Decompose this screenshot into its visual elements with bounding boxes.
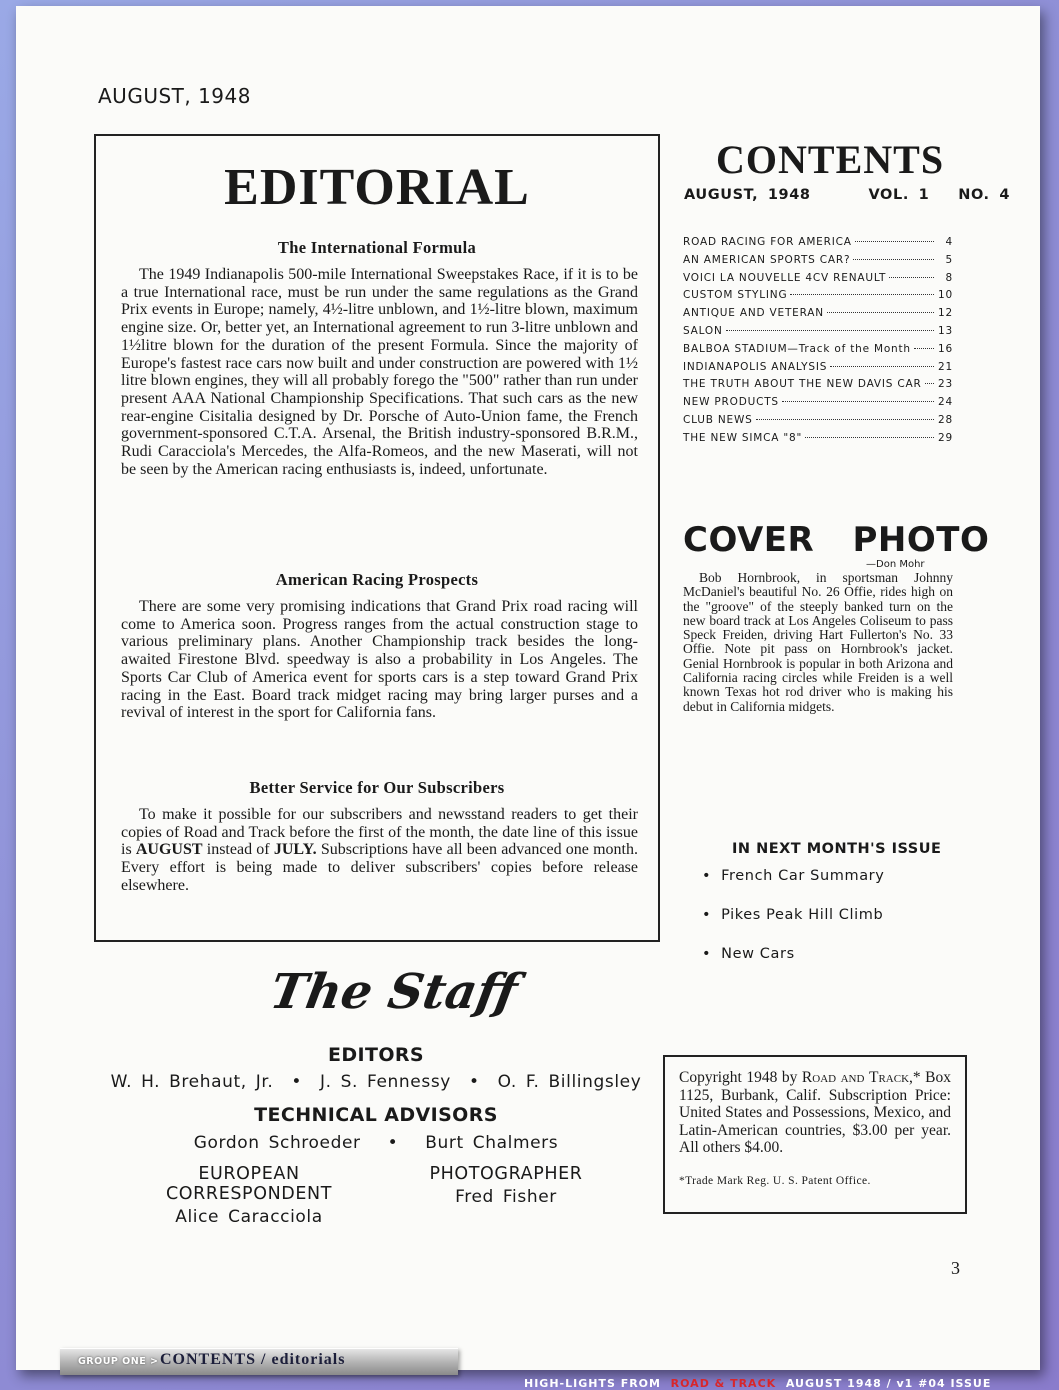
toc-item-page: 16 xyxy=(938,342,953,355)
toc-item-page: 24 xyxy=(938,396,953,409)
technical-advisors-label: TECHNICAL ADVISORS xyxy=(254,1104,498,1126)
photographer-name: Fred Fisher xyxy=(455,1187,557,1207)
toc-item xyxy=(683,432,953,450)
editors-label: EDITORS xyxy=(327,1044,425,1066)
copyright-text: Copyright 1948 by Road and Track,* Box 1125, Burbank, Calif. Subscription Price: United States and Possessions, Mexico, and Latin-American countries, $3.00 per year. All others $4.00. xyxy=(679,1069,951,1156)
toc-item xyxy=(683,361,953,379)
editorial-paragraph-formula: The 1949 Indianapolis 500-mile International Sweepstakes Race, if it is to be a true International race, must be run under the same regulations as the Grand Prix events in Europe; namely, 4½-litre unblown, and 1½-litre blown, maximum engine size. Or, better yet, an International agreement to run 3-litre unblown and 1½litre blown for the duration of the present Formula. Since the majority of Europe's fastest race cars now built and under construction are powered with 1½ litre blown engines, they will all probably forego the "500" rather than run under present AAA National Championship Specifications. That such cars as the new rear-engine Cisitalia designed by Dr. Porsche of Auto-Union fame, the French government-sponsored C.T.A. Arsenal, the British industry-sponsored B.R.M., Rudi Caracciola's Mercedes, the Alfa-Romeos, and the new Maserati, will not be seen by the American racing enthusiasts is, indeed, unfortunate. xyxy=(121,266,638,478)
toc-item-label: ROAD RACING FOR AMERICA xyxy=(683,236,852,248)
toc-item xyxy=(683,307,953,325)
toc-item-page: 10 xyxy=(938,289,953,302)
toc-item-label: ANTIQUE AND VETERAN xyxy=(683,307,824,320)
toc-item xyxy=(683,343,953,361)
toc-item-label: THE TRUTH ABOUT THE NEW DAVIS CAR xyxy=(683,378,922,391)
contents-title: CONTENTS xyxy=(716,137,945,182)
cover-photo-credit: —Don Mohr xyxy=(866,559,925,570)
toc-item-label: VOICI LA NOUVELLE 4CV RENAULT xyxy=(683,271,887,284)
next-issue-item: • French Car Summary xyxy=(702,868,884,907)
toc-leader-dots xyxy=(805,437,934,438)
toc-leader-dots xyxy=(756,419,934,420)
footer-section-label: CONTENTS / editorials xyxy=(160,1351,346,1368)
toc-leader-dots xyxy=(790,294,934,295)
editorial-box xyxy=(94,134,660,942)
toc-leader-dots xyxy=(914,348,934,349)
toc-item xyxy=(683,396,953,414)
footer-issue-line: HIGH-LIGHTS FROM ROAD & TRACK AUGUST 1948 / v1 #04 ISSUE xyxy=(524,1377,992,1390)
correspondent-name: Alice Caracciola xyxy=(175,1207,323,1227)
table-of-contents xyxy=(683,236,953,450)
page-number: 3 xyxy=(951,1258,960,1278)
next-issue-list xyxy=(702,868,884,984)
toc-item-page: 5 xyxy=(945,253,953,266)
toc-item-page: 28 xyxy=(938,413,953,426)
contents-issue-line: AUGUST, 1948 VOL. 1 NO. 4 xyxy=(684,187,1011,203)
toc-item-label: BALBOA STADIUM—Track of the Month xyxy=(683,342,911,355)
toc-item-label: THE NEW SIMCA "8" xyxy=(683,431,803,444)
correspondent-label: EUROPEAN CORRESPONDENT xyxy=(165,1164,332,1204)
editorial-heading-prospects: American Racing Prospects xyxy=(275,570,479,589)
toc-item-page: 29 xyxy=(938,431,953,444)
toc-item-page: 23 xyxy=(938,378,953,391)
editors-names: W. H. Brehaut, Jr. • J. S. Fennessy • O. F. Billingsley xyxy=(110,1072,642,1092)
cover-photo-caption: Bob Hornbrook, in sportsman Johnny McDaniel's beautiful No. 26 Offie, rides high on the "groove" of the steeply banked turn on the new board track at Los Angeles Coliseum to pass Speck Freiden, driving Hart Fullerton's No. 33 Offie. Note pit pass on Hornbrook's jacket. Genial Hornbrook is popular in both Arizona and California racing circles while Freiden is a well known Texas hot rod driver who is making his debut in California midgets. xyxy=(683,570,953,714)
toc-item-label: AN AMERICAN SPORTS CAR? xyxy=(683,253,851,266)
photographer-block xyxy=(416,1164,596,1207)
toc-item-label: NEW PRODUCTS xyxy=(683,396,779,409)
footer-group-label: GROUP ONE > xyxy=(78,1356,159,1367)
copyright-box xyxy=(663,1055,967,1214)
toc-item xyxy=(683,325,953,343)
editorial-heading-subscribers: Better Service for Our Subscribers xyxy=(249,778,505,797)
toc-item xyxy=(683,254,953,272)
cover-photo-title: COVER PHOTO xyxy=(683,520,990,560)
editorial-heading-formula: The International Formula xyxy=(277,238,477,257)
toc-item-page: 21 xyxy=(938,360,953,373)
toc-item-page: 12 xyxy=(938,307,953,320)
toc-leader-dots xyxy=(853,259,934,260)
next-issue-item: • Pikes Peak Hill Climb xyxy=(702,907,884,946)
toc-leader-dots xyxy=(827,312,934,313)
toc-leader-dots xyxy=(855,241,934,242)
next-issue-heading: IN NEXT MONTH'S ISSUE xyxy=(732,841,942,857)
toc-item xyxy=(683,414,953,432)
technical-advisors-names: Gordon Schroeder • Burt Chalmers xyxy=(193,1133,559,1153)
toc-item-label: INDIANAPOLIS ANALYSIS xyxy=(683,360,828,373)
toc-item-label: CUSTOM STYLING xyxy=(683,289,788,302)
toc-item xyxy=(683,378,953,396)
toc-item-page: 13 xyxy=(938,324,953,337)
toc-item-page: 8 xyxy=(945,271,953,284)
editorial-paragraph-subscribers: To make it possible for our subscribers and newsstand readers to get their copies of Road and Track before the first of the month, the date line of this issue is AUGUST instead of JULY. Subscriptions have all been advanced one month. Every effort is being made to deliver subscribers' copies before release elsewhere. xyxy=(121,806,638,894)
toc-leader-dots xyxy=(830,366,934,367)
trademark-note: *Trade Mark Reg. U. S. Patent Office. xyxy=(679,1175,871,1187)
toc-leader-dots xyxy=(925,383,934,384)
toc-leader-dots xyxy=(889,277,934,278)
toc-item xyxy=(683,289,953,307)
photographer-label: PHOTOGRAPHER xyxy=(429,1164,583,1184)
footer-section-bar xyxy=(60,1348,458,1375)
correspondent-block xyxy=(114,1164,384,1227)
toc-item-page: 4 xyxy=(945,236,953,248)
toc-item xyxy=(683,272,953,290)
toc-item-label: SALON xyxy=(683,324,723,337)
editorial-title: EDITORIAL xyxy=(224,159,530,216)
page-date: AUGUST, 1948 xyxy=(98,84,251,108)
staff-title: The Staff xyxy=(266,964,522,1020)
editorial-paragraph-prospects: There are some very promising indications that Grand Prix road racing will come to America soon. Progress ranges from the actual construction stage to various preliminary plans. Another Championship track besides the long-awaited Firestone Blvd. speedway is also a probability in Los Angeles. The Sports Car Club of America event for sports cars is a step toward Grand Prix racing in the East. Board track midget racing may bring larger purses and a revival of interest in the sport for California fans. xyxy=(121,598,638,722)
magazine-page xyxy=(16,6,1040,1370)
toc-leader-dots xyxy=(726,330,934,331)
next-issue-item: • New Cars xyxy=(702,946,884,985)
toc-leader-dots xyxy=(782,401,934,402)
toc-item xyxy=(683,236,953,254)
toc-item-label: CLUB NEWS xyxy=(683,413,753,426)
